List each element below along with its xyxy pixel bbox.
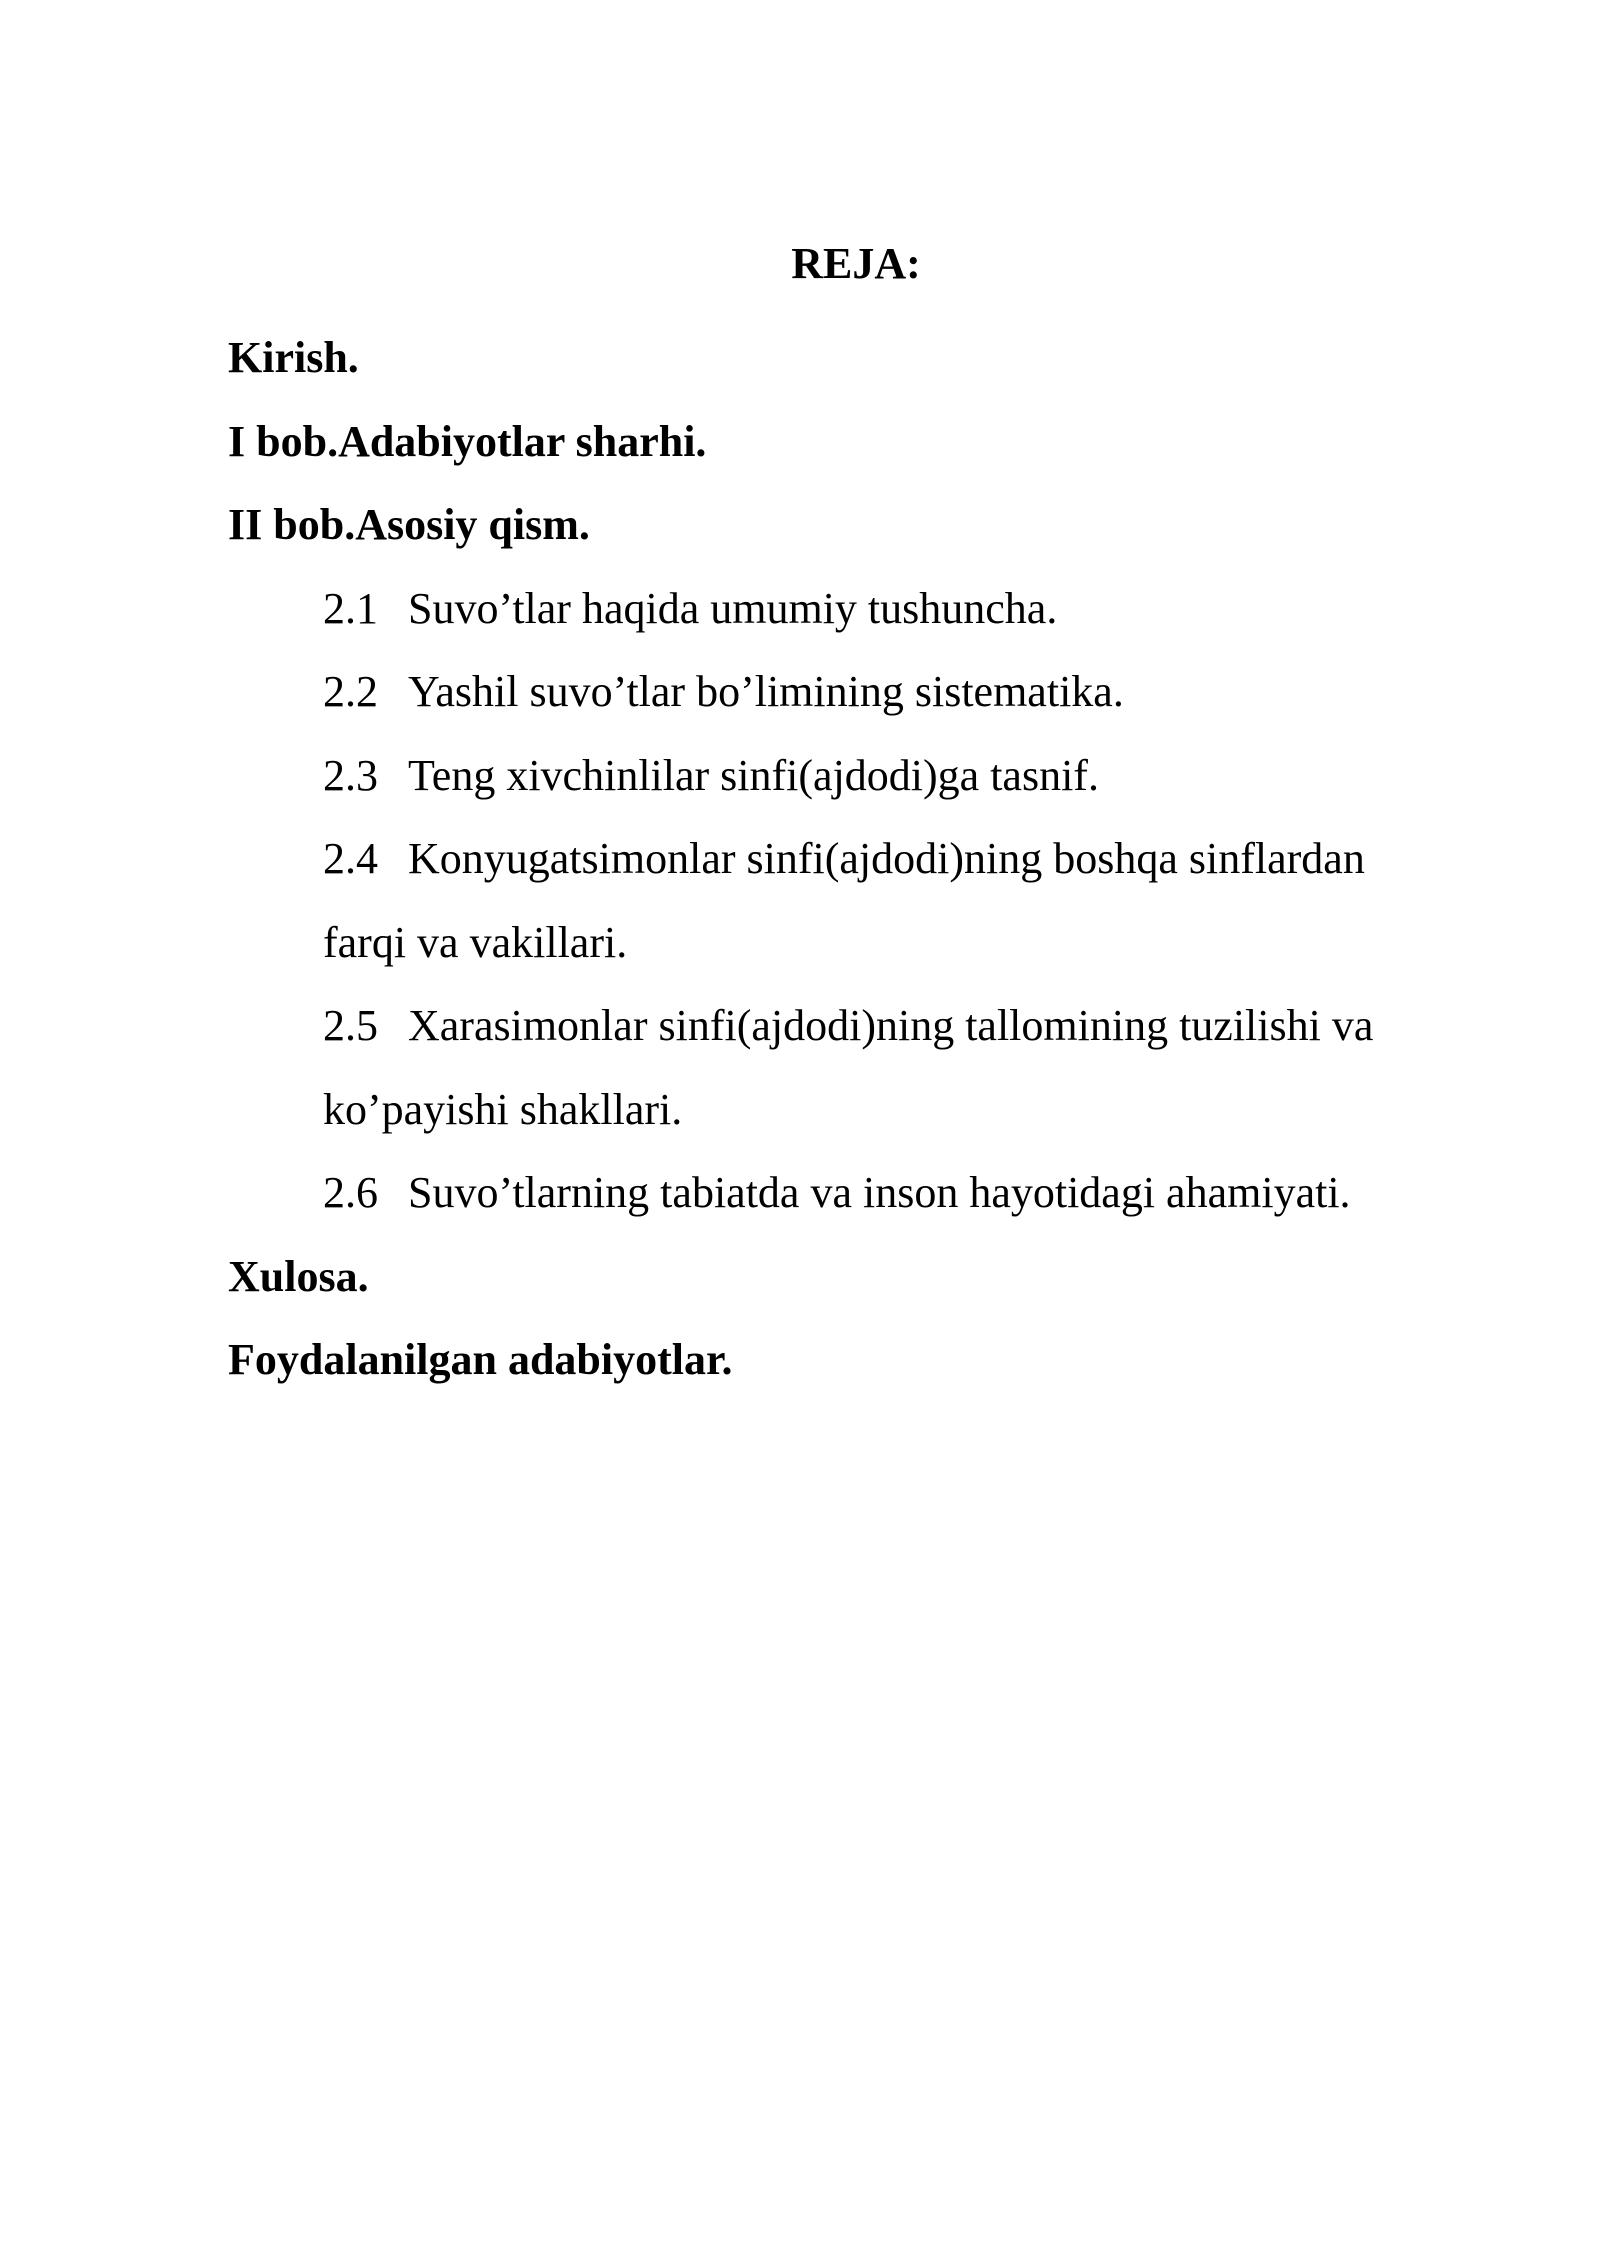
subitem-number: 2.2 <box>323 667 378 716</box>
plan-item-chapter-1: I bob.Adabiyotlar sharhi. <box>228 416 707 466</box>
subitem-number: 2.3 <box>323 750 378 800</box>
plan-subitem-2-4-continuation <box>228 901 1488 985</box>
plan-subitem-2-4 <box>228 817 1488 901</box>
subitem-number: 2.4 <box>323 834 378 883</box>
plan-subitem-2-5 <box>228 984 1488 1068</box>
plan-item-chapter-2: II bob.Asosiy qism. <box>228 500 590 549</box>
subitem-continuation-text: ko’payishi shakllari. <box>323 1084 683 1134</box>
subitem-text: Suvo’tlar haqida umumiy tushuncha. <box>408 583 1058 633</box>
plan-subitem-2-6 <box>228 1151 1488 1235</box>
plan-subitem-2-1 <box>228 567 1488 651</box>
plan-item-conclusion: Xulosa. <box>228 1251 369 1301</box>
subitem-text: Xarasimonlar sinfi(ajdodi)ning tallomining tuzilishi va <box>408 1001 1374 1050</box>
plan-item-references: Foydalanilgan adabiyotlar. <box>228 1335 733 1384</box>
subitem-text: Teng xivchinlilar sinfi(ajdodi)ga tasnif. <box>408 750 1099 800</box>
subitem-number: 2.5 <box>323 1001 378 1050</box>
plan-item-kirish: Kirish. <box>228 333 359 382</box>
subitem-number: 2.1 <box>323 583 378 633</box>
plan-list <box>228 316 1488 1402</box>
page-title: REJA: <box>791 239 921 288</box>
subitem-text: Konyugatsimonlar sinfi(ajdodi)ning boshqa sinflardan <box>408 834 1365 883</box>
plan-subitem-2-2 <box>228 650 1488 734</box>
subitem-text: Suvo’tlarning tabiatda va inson hayotidagi ahamiyati. <box>408 1168 1351 1217</box>
plan-subitem-2-3 <box>228 734 1488 818</box>
subitem-number: 2.6 <box>323 1168 378 1217</box>
subitem-continuation-text: farqi va vakillari. <box>323 917 628 967</box>
plan-subitem-2-5-continuation <box>228 1068 1488 1152</box>
subitem-text: Yashil suvo’tlar bo’limining sistematika. <box>408 667 1124 716</box>
